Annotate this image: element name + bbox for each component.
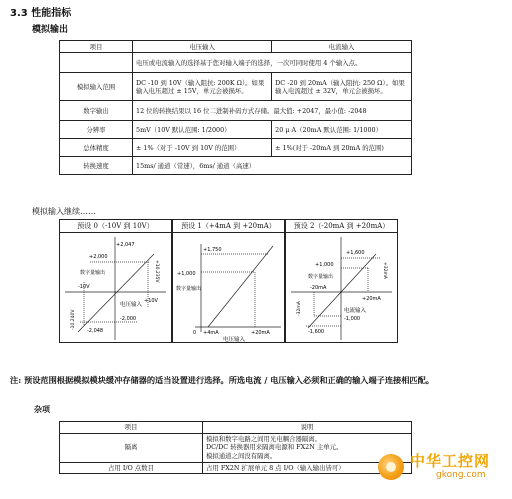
axis-label: 电流输入 (344, 308, 367, 314)
section-subtitle: 模拟输出 (32, 25, 69, 35)
x-20ma-label: +20mA (251, 330, 270, 336)
spec-header-voltage: 电压输入 (133, 41, 272, 53)
preset-title: 预设 0（-10V 到 10V） (60, 220, 171, 233)
mid-value: +1,000 (315, 262, 334, 268)
pos-x-label: +10V (144, 298, 158, 304)
pos-rot-label: +10.235V (154, 260, 159, 283)
bot-value: -2,048 (87, 328, 104, 334)
table-row (60, 157, 412, 175)
table-row (60, 139, 412, 157)
axis-label: 电压输入 (223, 337, 246, 342)
neg-value: -2,000 (120, 316, 137, 322)
spec-header-item: 项目 (60, 41, 133, 53)
digital-label: 数字量输出 (80, 270, 106, 276)
pos-rot-label: +32mA (382, 262, 387, 279)
spec-current-value: DC -20 到 20mA（输入阻抗: 250 Ω）。如果输入电流超过 ± 32V，单元会被损坏。 (272, 73, 412, 101)
spec-header-row (60, 41, 412, 53)
spec-value: 12 位的转换结果以 16 位二进制补码方式存储。最大值: +2047，最小值: -2048 (133, 101, 412, 121)
spec-table (59, 40, 412, 175)
pos-x-label: +20mA (362, 296, 381, 302)
spec-item: 数字输出 (60, 101, 133, 121)
top-value: +1,600 (346, 250, 365, 256)
neg-x-label: -20mA (310, 285, 327, 291)
table-row (60, 53, 412, 73)
spec-current-value: 20 μ A（20mA 默认范围: 1/1000） (272, 121, 412, 139)
preset-title: 预设 1（+4mA 到 +20mA） (173, 220, 284, 233)
preset-0-panel (59, 219, 172, 343)
spec-voltage-value: ± 1%（对于 -10V 到 10V 的范围） (133, 139, 272, 157)
neg-rot-label: -32mA (297, 301, 302, 316)
watermark-url: gkong.com (436, 470, 486, 480)
misc-table (59, 421, 412, 474)
preset-2-graph (286, 232, 397, 342)
neg-x-label: -10V (78, 284, 90, 290)
table-row (60, 121, 412, 139)
spec-value: 15ms/ 通道（常速），6ms/ 通道（高速） (133, 157, 412, 175)
spec-voltage-value: 5mV（10V 默认范围: 1/2000） (133, 121, 272, 139)
spec-header-current: 电流输入 (272, 41, 412, 53)
note-text: 注: 预设范围根据模拟模块缓冲存储器的适当设置进行选择。所选电流 / 电压输入必须和正确的输入端子连接相匹配。 (10, 375, 434, 385)
spec-item: 总体精度 (60, 139, 133, 157)
misc-header-desc: 说明 (203, 422, 412, 434)
table-row (60, 73, 412, 101)
spec-item: 分辨率 (60, 121, 133, 139)
digital-label: 数字量输出 (308, 274, 334, 280)
neg-value: -1,000 (344, 316, 361, 322)
misc-title: 杂项 (34, 404, 50, 414)
watermark (372, 440, 512, 499)
x-4ma-label: +4mA (203, 330, 219, 336)
preset-0-graph (60, 232, 171, 342)
misc-header-item: 项目 (60, 422, 203, 434)
misc-desc-line: 模拟通道之间没有隔离。 (206, 451, 277, 460)
bot-value: -1,600 (308, 329, 325, 335)
misc-item: 占用 I/O 点数目 (60, 462, 203, 474)
misc-item: 隔离 (60, 433, 203, 462)
spec-current-value: ± 1%(对于 -20mA 到 20mA 的范围) (272, 139, 412, 157)
preset-1-panel (172, 219, 285, 343)
watermark-name: 中华工控网 (410, 452, 491, 470)
top-value: +2,047 (116, 242, 135, 248)
spec-item (60, 53, 133, 73)
preset-1-graph (173, 232, 284, 342)
continued-title: 模拟输入继续…… (32, 207, 96, 216)
spec-item: 转换速度 (60, 157, 133, 175)
axis-label: 电压输入 (120, 302, 143, 308)
section-title: 3.3 性能指标 (10, 8, 72, 19)
spec-value: 电压或电流输入的选择基于您对输入端子的选择，一次可同时使用 4 个输入点。 (133, 53, 412, 73)
mid-value: +1,000 (177, 271, 196, 277)
watermark-logo-icon (378, 454, 404, 480)
misc-desc-line: 占用 FX2N 扩展单元 8 点 I/O（输入输出皆可） (206, 463, 345, 472)
misc-desc-line: 模拟和数字电路之间用光电耦合器隔离。 (206, 434, 322, 443)
preset-title: 预设 2（-20mA 到 +20mA） (286, 220, 397, 233)
misc-header-row (60, 422, 412, 434)
spec-item: 模拟输入范围 (60, 73, 133, 101)
neg-rot-label: -10.240V (71, 309, 76, 330)
table-row (60, 462, 412, 474)
x-zero-label: 0 (193, 330, 197, 336)
spec-voltage-value: DC -10 到 10V（输入阻抗: 200K Ω）。如果输入电压超过 ± 15V，单元会被损坏。 (133, 73, 272, 101)
digital-label: 数字量输出 (176, 286, 202, 292)
misc-desc-line: DC/DC 转换器用来隔离电源和 FX2N 主单元。 (206, 443, 343, 452)
preset-2-panel (285, 219, 398, 343)
table-row (60, 101, 412, 121)
table-row (60, 433, 412, 462)
top-value: +1,750 (203, 247, 222, 253)
mid-value: +2,000 (89, 254, 108, 260)
